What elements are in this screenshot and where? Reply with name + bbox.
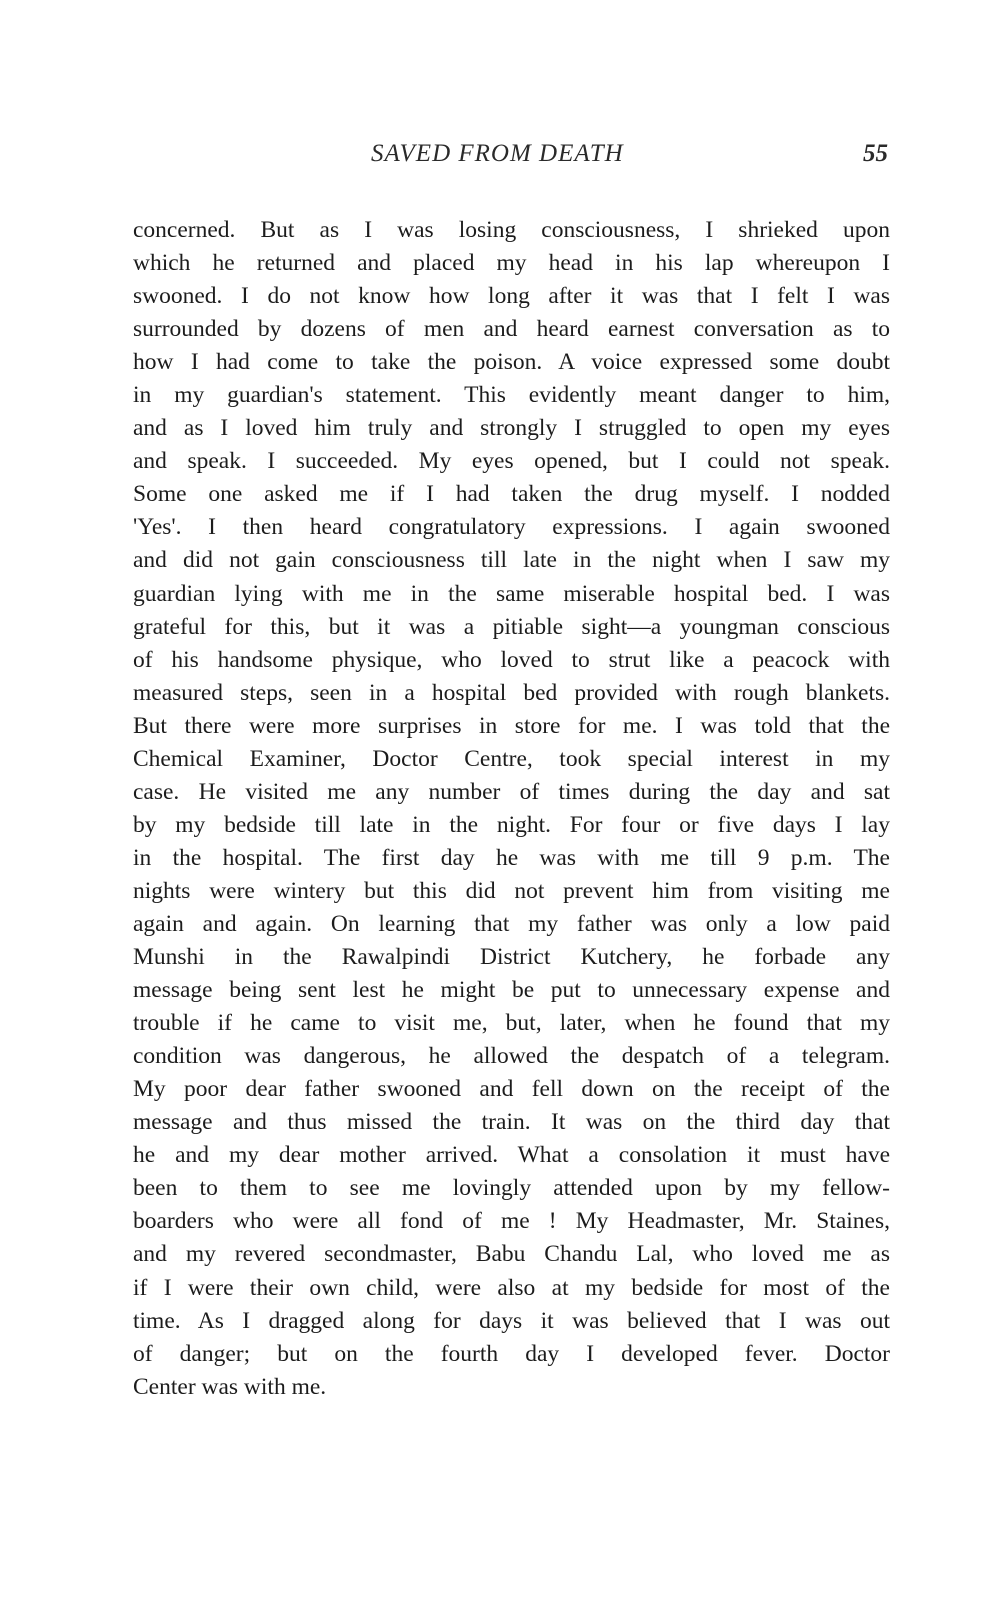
text-line: again and again. On learning that my father was only a low paid — [133, 910, 890, 937]
text-line: which he returned and placed my head in his lap whereupon I — [133, 250, 890, 277]
running-title: SAVED FROM DEATH — [371, 140, 624, 167]
text-line: how I had come to take the poison. A voice expressed some doubt — [133, 349, 890, 376]
text-line: My poor dear father swooned and fell down on the receipt of the — [133, 1076, 890, 1103]
text-line: and did not gain consciousness till late in the night when I saw my — [133, 547, 890, 574]
text-line: grateful for this, but it was a pitiable sight—a youngman conscious — [133, 613, 890, 640]
text-line: been to them to see me lovingly attended upon by my fellow- — [133, 1175, 890, 1202]
text-line: in my guardian's statement. This evidently meant danger to him, — [133, 382, 890, 409]
text-line: if I were their own child, were also at my bedside for most of the — [133, 1274, 890, 1301]
text-line: Munshi in the Rawalpindi District Kutchery, he forbade any — [133, 944, 890, 971]
text-line: nights were wintery but this did not prevent him from visiting me — [133, 877, 890, 904]
text-line: and as I loved him truly and strongly I struggled to open my eyes — [133, 415, 890, 442]
body-text — [133, 214, 890, 1404]
text-line: Chemical Examiner, Doctor Centre, took special interest in my — [133, 745, 890, 772]
text-line: in the hospital. The first day he was with me till 9 p.m. The — [133, 844, 890, 871]
text-line: 'Yes'. I then heard congratulatory expressions. I again swooned — [133, 514, 890, 541]
page-header — [133, 140, 890, 180]
text-line: measured steps, seen in a hospital bed provided with rough blankets. — [133, 679, 890, 706]
text-line: of his handsome physique, who loved to strut like a peacock with — [133, 646, 890, 673]
text-line: and my revered secondmaster, Babu Chandu Lal, who loved me as — [133, 1241, 890, 1268]
text-line: condition was dangerous, he allowed the despatch of a telegram. — [133, 1043, 890, 1070]
text-line: time. As I dragged along for days it was believed that I was out — [133, 1307, 890, 1334]
text-line: and speak. I succeeded. My eyes opened, but I could not speak. — [133, 448, 890, 475]
text-line: trouble if he came to visit me, but, later, when he found that my — [133, 1010, 890, 1037]
text-line: But there were more surprises in store for me. I was told that the — [133, 712, 890, 739]
text-line: concerned. But as I was losing consciousness, I shrieked upon — [133, 217, 890, 243]
text-line: message and thus missed the train. It was on the third day that — [133, 1109, 890, 1136]
text-line: Some one asked me if I had taken the drug myself. I nodded — [133, 481, 890, 508]
text-line: guardian lying with me in the same miserable hospital bed. I was — [133, 580, 890, 607]
text-line: by my bedside till late in the night. For four or five days I lay — [133, 811, 890, 838]
page-number: 55 — [863, 140, 888, 167]
text-line: message being sent lest he might be put to unnecessary expense and — [133, 977, 890, 1004]
text-line: surrounded by dozens of men and heard earnest conversation as to — [133, 316, 890, 343]
text-line: swooned. I do not know how long after it was that I felt I was — [133, 283, 890, 310]
text-line: of danger; but on the fourth day I developed fever. Doctor — [133, 1340, 890, 1367]
text-line: boarders who were all fond of me ! My Headmaster, Mr. Staines, — [133, 1208, 890, 1235]
text-line: he and my dear mother arrived. What a consolation it must have — [133, 1142, 890, 1169]
text-line: case. He visited me any number of times during the day and sat — [133, 778, 890, 805]
text-line-last: Center was with me. — [133, 1373, 327, 1400]
